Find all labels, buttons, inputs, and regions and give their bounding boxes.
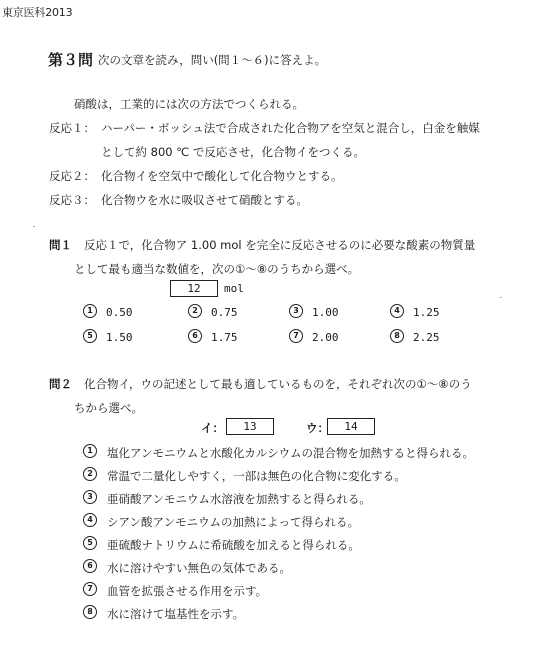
choice-number-1-icon: 1 xyxy=(83,304,97,318)
q2-option-text: 水に溶けて塩基性を示す。 xyxy=(107,607,245,621)
choice-number-5-icon: 5 xyxy=(83,329,97,343)
question-instruction: 次の文章を読み，問い(問１～６)に答えよ。 xyxy=(98,53,327,67)
q1-text-line1: 反応１で，化合物ア 1.00 mol を完全に反応させるのに必要な酸素の物質量 xyxy=(84,238,476,252)
question-title: 第３問 xyxy=(48,51,94,69)
q1-choice-value: 2.00 xyxy=(312,331,339,344)
q1-choice-value: 1.50 xyxy=(106,331,133,344)
choice-number-3-icon: 3 xyxy=(289,304,303,318)
q2-option-text: 血管を拡張させる作用を示す。 xyxy=(107,584,268,598)
choice-number-6-icon: 6 xyxy=(188,329,202,343)
choice-number-5-icon: 5 xyxy=(83,536,97,550)
reaction-2-text: 化合物イを空気中で酸化して化合物ウとする。 xyxy=(101,169,343,183)
reaction-3-text: 化合物ウを水に吸収させて硝酸とする。 xyxy=(101,193,308,207)
choice-number-1-icon: 1 xyxy=(83,444,97,458)
choice-number-2-icon: 2 xyxy=(188,304,202,318)
q2-label: 問２ xyxy=(49,377,72,391)
q2-i-label: イ： xyxy=(201,421,224,435)
q2-option-text: 常温で二量化しやすく，一部は無色の化合物に変化する。 xyxy=(107,469,406,483)
q2-u-answer-box[interactable]: 14 xyxy=(327,418,375,435)
q1-choice-value: 2.25 xyxy=(413,331,440,344)
reaction-1-text-line1: ハーパー・ボッシュ法で合成された化合物アを空気と混合し，白金を触媒 xyxy=(101,121,480,135)
q1-choice-value: 1.75 xyxy=(211,331,238,344)
choice-number-8-icon: 8 xyxy=(83,605,97,619)
q1-choice-value: 1.25 xyxy=(413,306,440,319)
choice-number-3-icon: 3 xyxy=(83,490,97,504)
q2-option-text: 水に溶けやすい無色の気体である。 xyxy=(107,561,291,575)
q2-option-text: 塩化アンモニウムと水酸化カルシウムの混合物を加熱すると得られる。 xyxy=(107,446,475,460)
reaction-2-label: 反応２： xyxy=(49,169,95,183)
q2-u-label: ウ： xyxy=(306,421,329,435)
scan-speck xyxy=(33,226,35,227)
q2-option-text: シアン酸アンモニウムの加熱によって得られる。 xyxy=(107,515,359,529)
choice-number-7-icon: 7 xyxy=(83,582,97,596)
document-source-label: 東京医科2013 xyxy=(2,6,73,19)
choice-number-4-icon: 4 xyxy=(390,304,404,318)
reaction-3-label: 反応３： xyxy=(49,193,95,207)
q2-option-text: 亜硝酸アンモニウム水溶液を加熱すると得られる。 xyxy=(107,492,371,506)
q1-text-line2: として最も適当な数値を，次の①～⑧のうちから選べ。 xyxy=(74,262,360,276)
q2-text-line1: 化合物イ，ウの記述として最も適しているものを，それぞれ次の①～⑧のう xyxy=(84,377,472,391)
q1-unit: mol xyxy=(224,282,244,295)
q1-choice-value: 0.50 xyxy=(106,306,133,319)
choice-number-7-icon: 7 xyxy=(289,329,303,343)
scan-speck xyxy=(500,297,502,298)
q2-option-text: 亜硫酸ナトリウムに希硫酸を加えると得られる。 xyxy=(107,538,360,552)
q1-answer-box[interactable]: 12 xyxy=(170,280,218,297)
q1-choice-value: 0.75 xyxy=(211,306,238,319)
choice-number-6-icon: 6 xyxy=(83,559,97,573)
reaction-1-label: 反応１： xyxy=(49,121,95,135)
q2-text-line2: ちから選べ。 xyxy=(74,401,143,415)
reaction-1-text-line2: として約 800 ℃ で反応させ，化合物イをつくる。 xyxy=(101,145,365,159)
intro-text: 硝酸は，工業的には次の方法でつくられる。 xyxy=(74,97,304,111)
choice-number-2-icon: 2 xyxy=(83,467,97,481)
q2-i-answer-box[interactable]: 13 xyxy=(226,418,274,435)
choice-number-8-icon: 8 xyxy=(390,329,404,343)
q1-choice-value: 1.00 xyxy=(312,306,339,319)
choice-number-4-icon: 4 xyxy=(83,513,97,527)
q1-label: 問１ xyxy=(49,238,72,252)
